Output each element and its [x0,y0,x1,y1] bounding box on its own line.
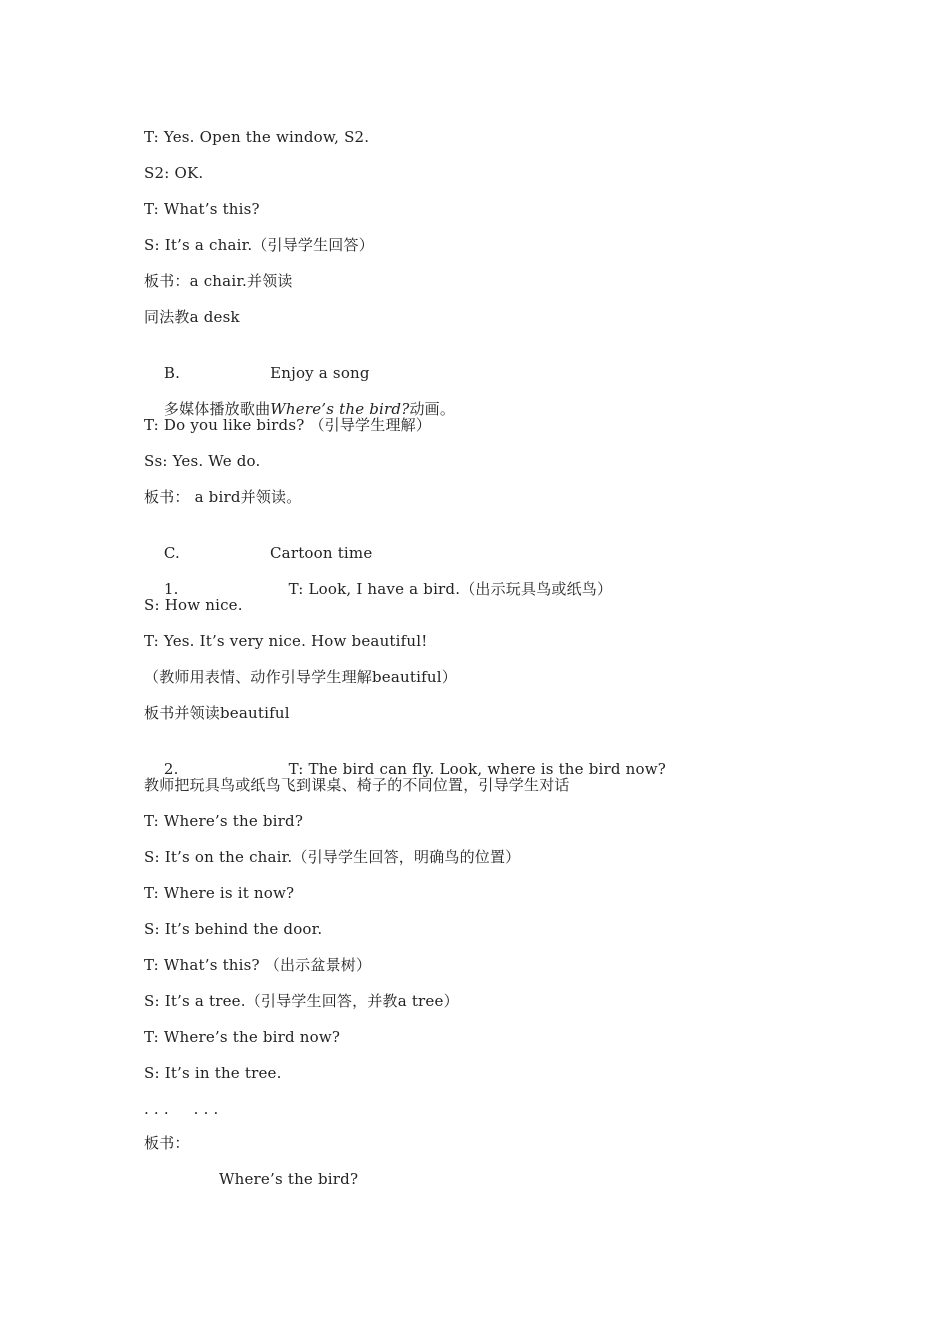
instruction-line: （教师用表情、动作引导学生理解beautiful） [144,668,457,686]
dialogue-line: S: It’s a chair.（引导学生回答） [144,236,374,254]
dialogue-line: S2: OK. [144,164,204,182]
dialogue-line: T: Yes. It’s very nice. How beautiful! [144,632,428,650]
dialogue-line: T: Where is it now? [144,884,295,902]
instruction-line: 教师把玩具鸟或纸鸟飞到课桌、椅子的不同位置，引导学生对话 [144,776,570,794]
step-number: 2. [163,760,179,778]
song-title: Where’s the bird? [270,400,410,418]
board-note: 板书：a chair.并领读 [144,272,293,290]
section-number: C. [163,544,180,562]
instruction-line: 同法教a desk [144,308,240,326]
dialogue-line: T: What’s this? （出示盆景树） [144,956,372,974]
dialogue-line: T: Where’s the bird? [144,812,304,830]
dialogue-line: S: It’s behind the door. [144,920,323,938]
dialogue-line: S: It’s a tree.（引导学生回答，并教a tree） [144,992,459,1010]
board-content: Where’s the bird? [219,1170,359,1188]
dialogue-line: S: It’s on the chair.（引导学生回答，明确鸟的位置） [144,848,521,866]
board-note: 板书： a bird并领读。 [144,488,302,506]
step-text: T: The bird can fly. Look, where is the bird now? [288,760,667,778]
section-title: Cartoon time [270,544,373,562]
board-note: 板书： [144,1134,190,1152]
board-note: 板书并领读beautiful [144,704,290,722]
dialogue-line: T: What’s this? [144,200,260,218]
section-title: Enjoy a song [270,364,370,382]
section-number: B. [163,364,181,382]
ellipsis-line: . . . . . . [144,1100,219,1118]
instruction-suffix: 动画。 [409,400,456,418]
dialogue-line: T: Where’s the bird now? [144,1028,341,1046]
dialogue-line: T: Yes. Open the window, S2. [144,128,370,146]
step-text: T: Look, I have a bird.（出示玩具鸟或纸鸟） [288,580,613,598]
step-number: 1. [163,580,179,598]
dialogue-line: Ss: Yes. We do. [144,452,261,470]
instruction-prefix: 多媒体播放歌曲 [163,400,271,418]
dialogue-line: S: It’s in the tree. [144,1064,282,1082]
dialogue-line: T: Do you like birds? （引导学生理解） [144,416,432,434]
dialogue-line: S: How nice. [144,596,243,614]
